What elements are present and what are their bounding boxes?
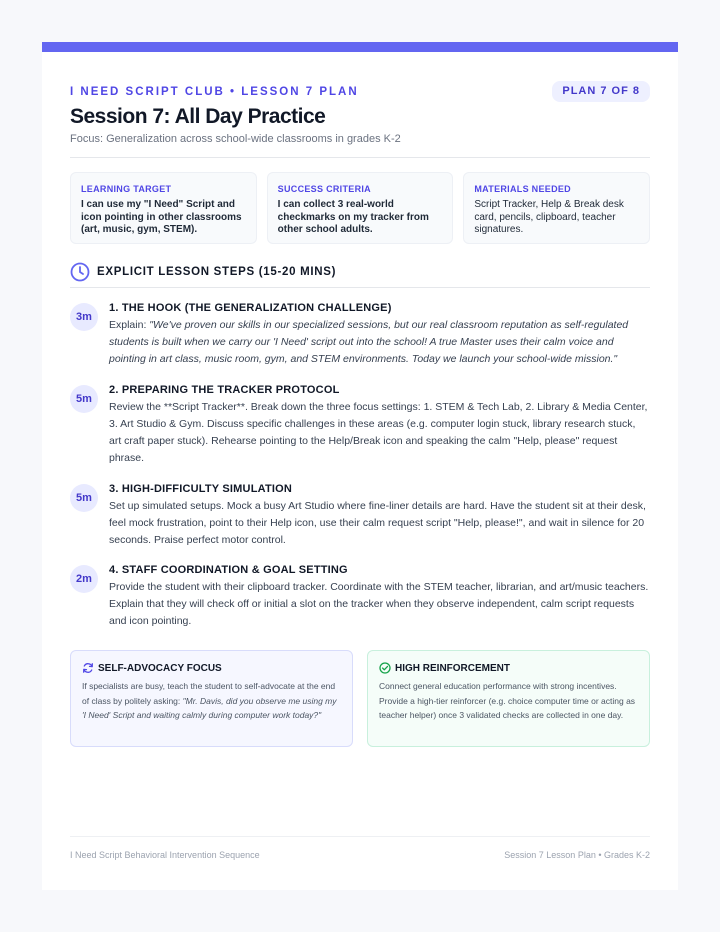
learning-target-card [70, 172, 257, 244]
card-title: MATERIALS NEEDED [474, 184, 571, 194]
page-title: Session 7: All Day Practice [70, 105, 326, 128]
callout-body [82, 679, 341, 723]
step-time-badge: 2m [70, 565, 98, 593]
plan-number-badge: PLAN 7 OF 8 [552, 81, 650, 102]
step-quote: "We've proven our skills in our specialized sessions, but our real classroom reputation as self-regulated students is built when we carry our 'I Need' script out into the school! A true Master uses their calm voice and pointing in art class, music room, gym, and STEM environments. Today we launch your school-wide mission." [109, 319, 629, 365]
footer-divider [70, 836, 650, 837]
card-body: Script Tracker, Help & Break desk card, pencils, clipboard, teacher signatures. [474, 199, 624, 235]
success-criteria-card [267, 172, 454, 244]
card-title: SUCCESS CRITERIA [277, 184, 371, 194]
callout-body: Connect general education performance with strong incentives. Provide a high-tier reinforcer (e.g. choice computer time or acting as teacher helper) once 3 validated checks are collected in one day. [379, 681, 636, 720]
step-prefix: Explain: [109, 319, 150, 331]
step-title: 2. PREPARING THE TRACKER PROTOCOL [109, 384, 340, 396]
step-time-badge: 5m [70, 385, 98, 413]
card-body: I can use my "I Need" Script and icon pointing in other classrooms (art, music, gym, STEM). [81, 199, 242, 235]
lesson-steps-header [70, 262, 650, 287]
callout-title: HIGH REINFORCEMENT [395, 662, 510, 674]
footer-left: I Need Script Behavioral Intervention Sequence [70, 850, 260, 860]
step-text [109, 317, 650, 368]
materials-card [463, 172, 650, 244]
accent-top-bar [42, 42, 678, 52]
step-title: 1. THE HOOK (THE GENERALIZATION CHALLENGE) [109, 302, 392, 314]
step-title: 3. HIGH-DIFFICULTY SIMULATION [109, 483, 293, 495]
summary-cards [70, 172, 650, 244]
clock-icon [70, 262, 90, 282]
callout-heading [379, 662, 638, 674]
refresh-icon [82, 662, 94, 674]
section-title: EXPLICIT LESSON STEPS (15-20 MINS) [97, 266, 337, 278]
footer-right: Session 7 Lesson Plan • Grades K-2 [504, 850, 650, 860]
reinforcement-callout [367, 650, 650, 747]
section-divider [70, 287, 650, 288]
callout-heading [82, 662, 341, 674]
card-body: I can collect 3 real-world checkmarks on my tracker from other school adults. [277, 199, 429, 235]
check-circle-icon [379, 662, 391, 674]
self-advocacy-callout [70, 650, 353, 747]
header-divider [70, 157, 650, 158]
step-time-badge: 5m [70, 484, 98, 512]
step-text: Set up simulated setups. Mock a busy Art Studio where fine-liner details are hard. Have the student sit at their desk, feel mock frustration, point to their Help icon, use their calm request script "Help, please!", and wait in silence for 20 seconds. Praise perfect motor control. [109, 500, 646, 546]
callout-text: If specialists are busy, teach the student to self-advocate at the end of class by politely asking: [82, 681, 336, 706]
series-kicker: I NEED SCRIPT CLUB • LESSON 7 PLAN [70, 86, 359, 98]
card-title: LEARNING TARGET [81, 184, 172, 194]
callout-title: SELF-ADVOCACY FOCUS [98, 662, 222, 674]
page-subtitle: Focus: Generalization across school-wide classrooms in grades K-2 [70, 133, 401, 145]
step-time-badge: 3m [70, 303, 98, 331]
step-text: Review the **Script Tracker**. Break down the three focus settings: 1. STEM & Tech Lab, 2. Library & Media Center, 3. Art Studio & Gym. Discuss specific challenges in these areas (e.g. computer login stuck, library research stuck, art craft paper stuck). Rehearse pointing to the Help/Break icon and speaking the calm "Help, please" request phrase. [109, 401, 648, 464]
callout-boxes [70, 650, 650, 747]
step-title: 4. STAFF COORDINATION & GOAL SETTING [109, 564, 348, 576]
step-text: Provide the student with their clipboard tracker. Coordinate with the STEM teacher, librarian, and art/music teachers. Explain that they will check off or initial a slot on the tracker when they observe independent, calm script requests and icon pointing. [109, 581, 649, 627]
callout-quote: "Mr. Davis, did you observe me using my 'I Need' Script and waiting calmly during computer work today?" [82, 695, 337, 720]
lesson-plan-page [42, 42, 678, 890]
